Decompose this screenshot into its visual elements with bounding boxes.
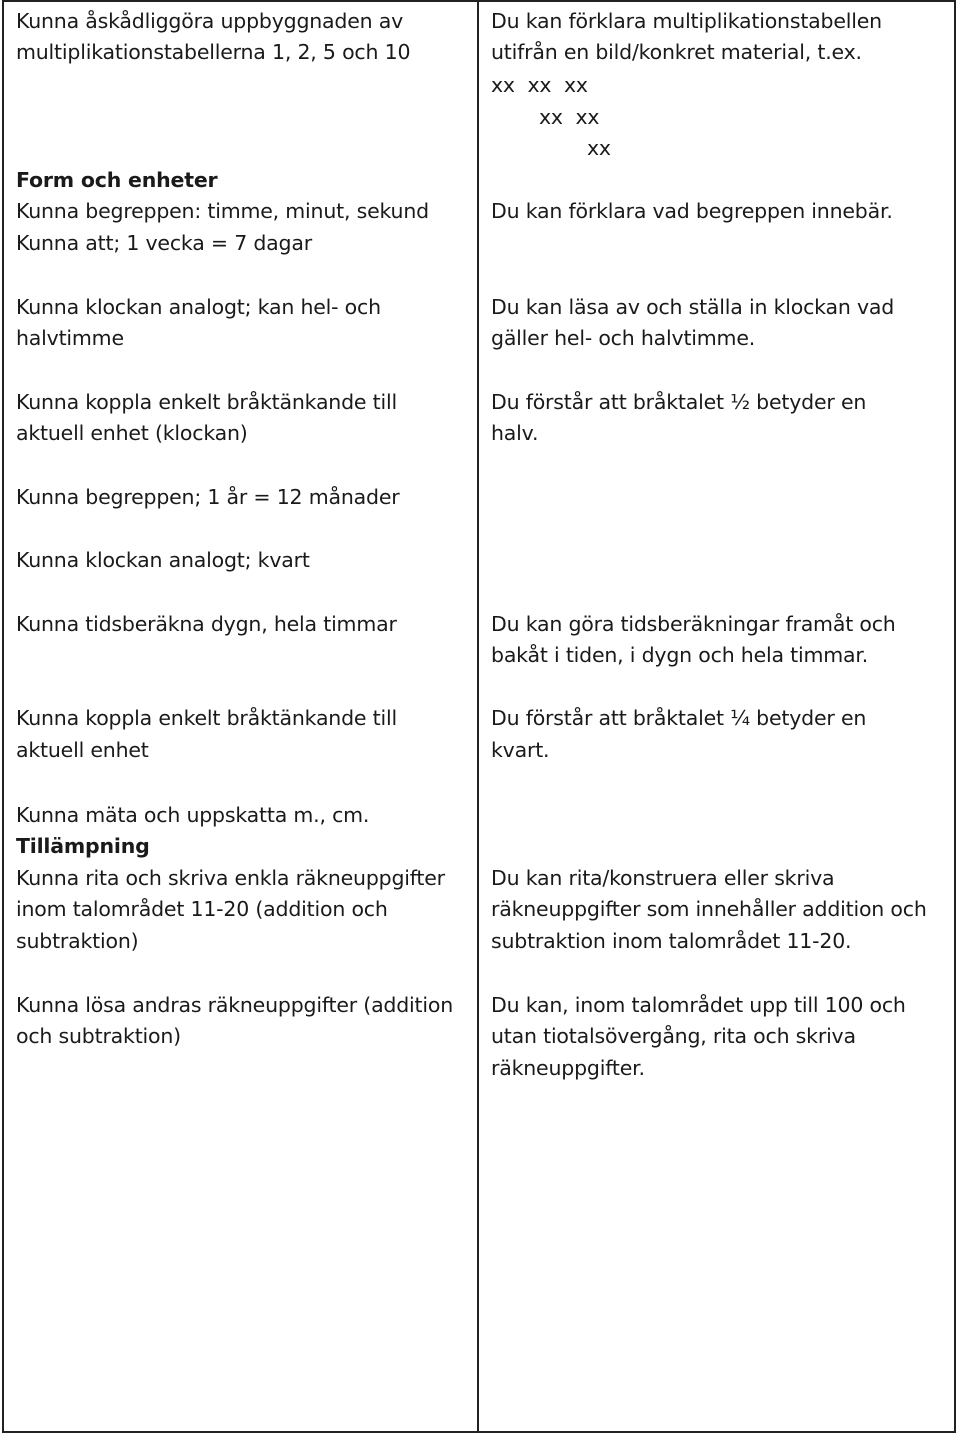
right-hundred-line-1: Du kan, inom talområdet upp till 100 och	[491, 993, 906, 1017]
left-concepts-line-2: Kunna att; 1 vecka = 7 dagar	[16, 231, 312, 255]
right-hundred-line-3: räkneuppgifter.	[491, 1056, 645, 1080]
right-quarter-line-1: Du förstår att bråktalet ¼ betyder en	[491, 706, 867, 730]
right-half-line-2: halv.	[491, 421, 539, 445]
right-draw-problems-line-3: subtraktion inom talområdet 11-20.	[491, 929, 852, 953]
left-time-calc: Kunna tidsberäkna dygn, hela timmar	[16, 612, 397, 636]
left-multiplication-line-1: Kunna åskådliggöra uppbyggnaden av	[16, 9, 404, 33]
column-divider	[477, 0, 479, 1433]
section-heading-application: Tillämpning	[16, 834, 150, 858]
left-clock-half-line-1: Kunna klockan analogt; kan hel- och	[16, 295, 381, 319]
pattern-row-2: xx xx	[539, 105, 600, 129]
left-word-problems-line-3: subtraktion)	[16, 929, 139, 953]
left-measure: Kunna mäta och uppskatta m., cm.	[16, 803, 370, 827]
left-multiplication-line-2: multiplikationstabellerna 1, 2, 5 och 10	[16, 40, 411, 64]
right-half-line-1: Du förstår att bråktalet ½ betyder en	[491, 390, 867, 414]
right-read-clock-line-1: Du kan läsa av och ställa in klockan vad	[491, 295, 895, 319]
pattern-row-3: xx	[587, 136, 611, 160]
left-concepts-line-1: Kunna begreppen: timme, minut, sekund	[16, 199, 429, 223]
right-quarter-line-2: kvart.	[491, 738, 550, 762]
right-read-clock-line-2: gäller hel- och halvtimme.	[491, 326, 756, 350]
left-fraction-clock-line-1: Kunna koppla enkelt bråktänkande till	[16, 390, 397, 414]
left-fraction-unit-line-2: aktuell enhet	[16, 738, 149, 762]
section-heading-form: Form och enheter	[16, 168, 218, 192]
left-fraction-unit-line-1: Kunna koppla enkelt bråktänkande till	[16, 706, 397, 730]
right-draw-problems-line-1: Du kan rita/konstruera eller skriva	[491, 866, 835, 890]
left-clock-half-line-2: halvtimme	[16, 326, 124, 350]
left-year-months: Kunna begreppen; 1 år = 12 månader	[16, 485, 400, 509]
left-word-problems-line-2: inom talområdet 11-20 (addition och	[16, 897, 388, 921]
right-draw-problems-line-2: räkneuppgifter som innehåller addition och	[491, 897, 927, 921]
left-clock-quarter: Kunna klockan analogt; kvart	[16, 548, 310, 572]
right-explain-table-line-1: Du kan förklara multiplikationstabellen	[491, 9, 882, 33]
left-solve-others-line-2: och subtraktion)	[16, 1024, 181, 1048]
right-explain-concepts: Du kan förklara vad begreppen innebär.	[491, 199, 893, 223]
left-solve-others-line-1: Kunna lösa andras räkneuppgifter (addition	[16, 993, 454, 1017]
right-explain-table-line-2: utifrån en bild/konkret material, t.ex.	[491, 40, 862, 64]
pattern-row-1: xx xx xx	[491, 73, 588, 97]
right-hundred-line-2: utan tiotalsövergång, rita och skriva	[491, 1024, 856, 1048]
left-fraction-clock-line-2: aktuell enhet (klockan)	[16, 421, 248, 445]
right-time-forward-line-1: Du kan göra tidsberäkningar framåt och	[491, 612, 896, 636]
left-word-problems-line-1: Kunna rita och skriva enkla räkneuppgifter	[16, 866, 445, 890]
right-time-forward-line-2: bakåt i tiden, i dygn och hela timmar.	[491, 643, 869, 667]
